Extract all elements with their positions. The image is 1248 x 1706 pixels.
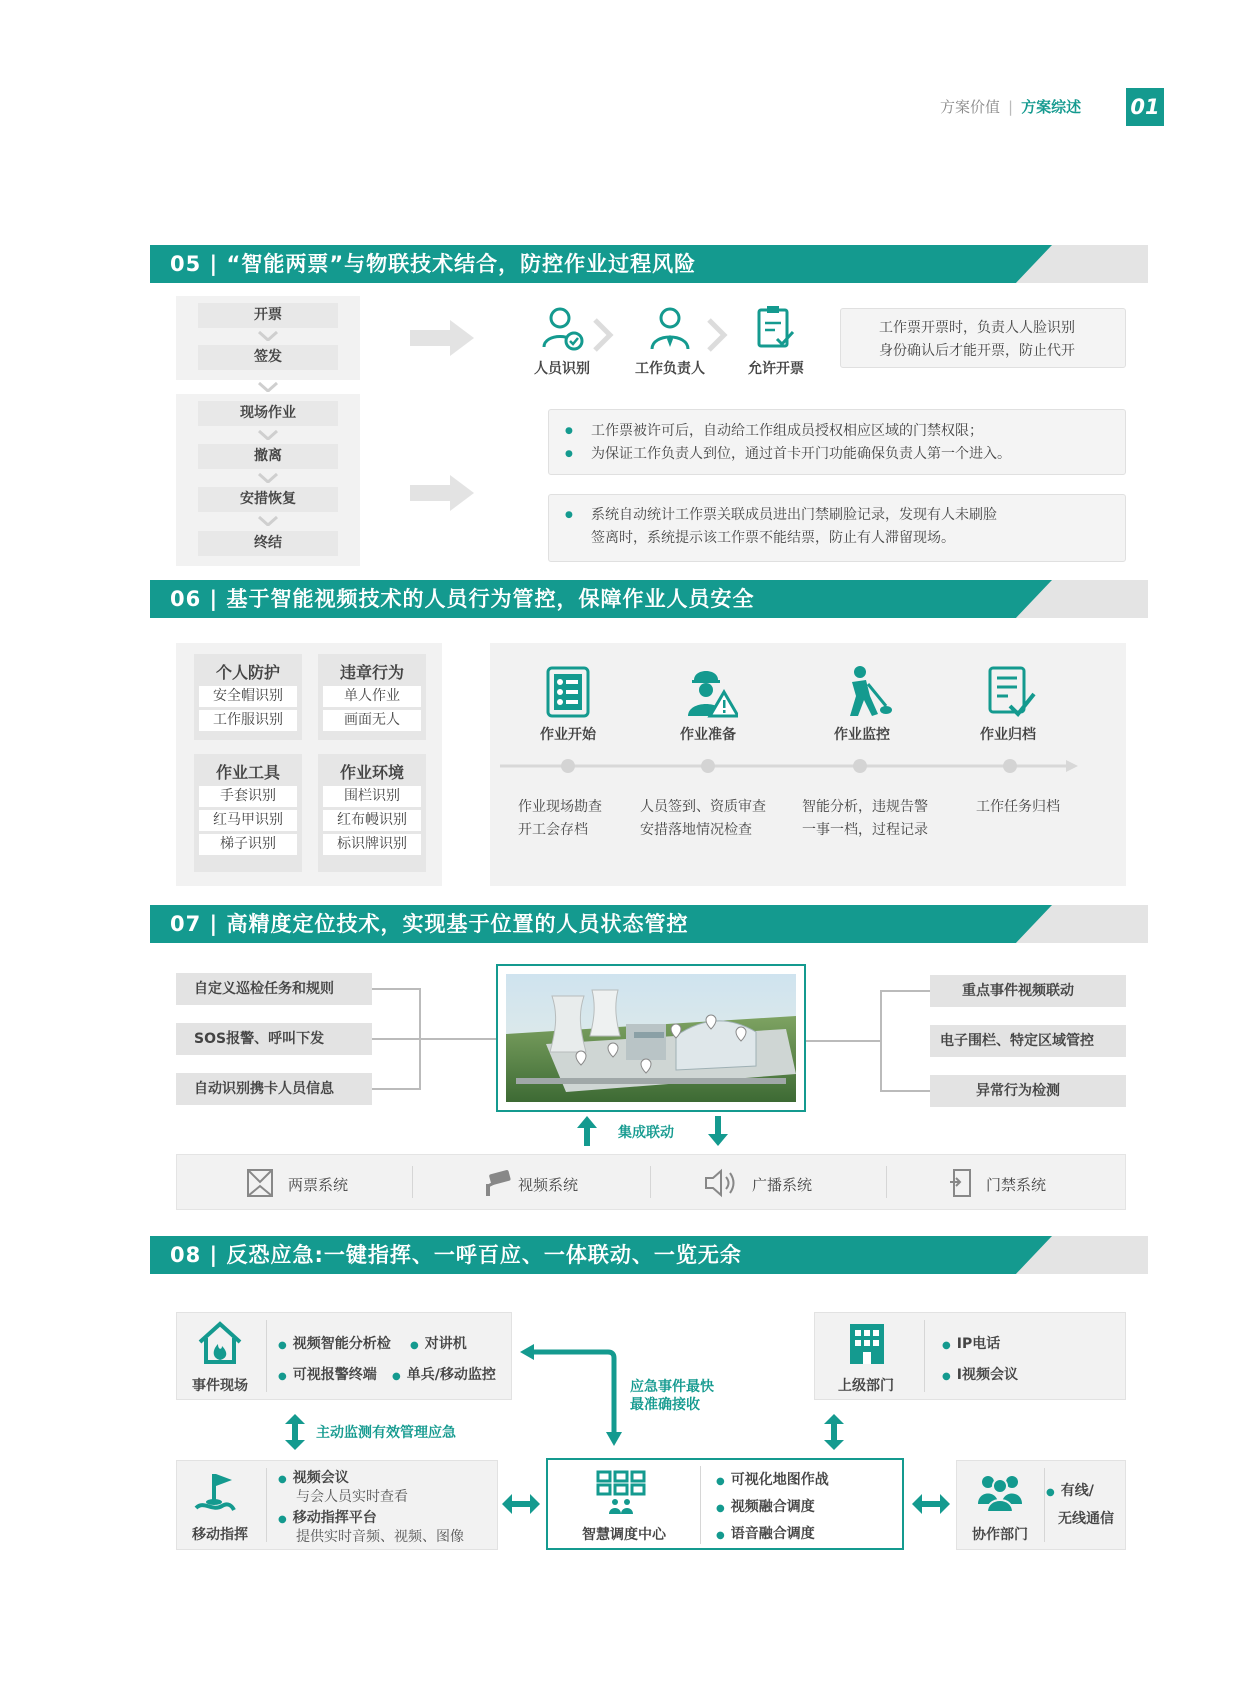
note-card-1 [840, 308, 1126, 368]
section-06-banner [150, 580, 1148, 618]
mobile-item: ● 视频会议 [278, 1470, 349, 1486]
note-line: 最准确接收 [630, 1397, 700, 1413]
step-xianchang: 现场作业 [198, 401, 338, 426]
mobile-item-desc: 提供实时音频、视频、图像 [296, 1529, 464, 1545]
flow-arrow-scene-to-center [520, 1342, 630, 1448]
double-arrow-vertical-icon [285, 1414, 305, 1450]
right-tag-video: 重点事件视频联动 [930, 975, 1126, 1007]
label-upper-dept: 上级部门 [838, 1378, 894, 1394]
note-card-3 [548, 494, 1126, 562]
mobile-item: ● 移动指挥平台 [278, 1510, 377, 1526]
tag: 工作服识别 [199, 710, 297, 731]
section-06-title: 06 | 基于智能视频技术的人员行为管控，保障作业人员安全 [170, 587, 755, 611]
dispatch-grid-icon [596, 1470, 646, 1516]
center-item: ● 可视化地图作战 [716, 1472, 829, 1488]
left-tag-sos: SOS报警、呼叫下发 [176, 1023, 372, 1055]
note-text: 签离时，系统提示该工作票不能结票，防止有人滞留现场。 [591, 530, 955, 546]
group-violation [318, 654, 426, 740]
system-tickets[interactable]: 两票系统 [288, 1176, 349, 1194]
power-plant-map-image [506, 974, 796, 1102]
note-line: 应急事件最快 [630, 1379, 714, 1395]
arrow-up-icon [577, 1116, 597, 1146]
system-video[interactable]: 视频系统 [518, 1176, 579, 1194]
group-personal [194, 654, 302, 740]
desc-line: 开工会存档 [518, 822, 588, 838]
group-tools [194, 754, 302, 872]
note-fast-receive [630, 1378, 714, 1414]
scene-item: ● 视频智能分析检 [278, 1336, 391, 1352]
stage-label-archive: 作业归档 [980, 727, 1036, 743]
archive-check-icon [986, 666, 1036, 718]
label-event-scene: 事件现场 [192, 1378, 248, 1394]
step-qianfa: 签发 [198, 345, 338, 370]
section-07-banner [150, 905, 1148, 943]
center-item: ● 视频融合调度 [716, 1499, 815, 1515]
chevron-down-icon [258, 516, 278, 526]
icon-label-renyuan: 人员识别 [534, 361, 590, 377]
person-check-icon [540, 305, 586, 351]
double-arrow-horizontal-icon [502, 1494, 540, 1514]
system-broadcast[interactable]: 广播系统 [752, 1176, 813, 1194]
tag: 红马甲识别 [199, 810, 297, 831]
desc-line: 工作任务归档 [976, 799, 1060, 815]
double-arrow-horizontal-icon [912, 1494, 950, 1514]
stage-desc [640, 796, 766, 842]
note-text: 工作票开票时，负责人人脸识别 [879, 320, 1075, 336]
camera-icon [482, 1168, 512, 1198]
scene-item: ● 可视报警终端 [278, 1367, 377, 1383]
right-tag-abnormal: 异常行为检测 [930, 1075, 1126, 1107]
tag: 梯子识别 [199, 834, 297, 855]
icon-label-yunxu: 允许开票 [748, 361, 804, 377]
link-label: 集成联动 [618, 1125, 674, 1141]
arrow-down-icon [708, 1116, 728, 1146]
nav-active[interactable]: 方案综述 [1021, 98, 1082, 116]
system-access[interactable]: 门禁系统 [986, 1176, 1047, 1194]
chevron-down-icon [258, 473, 278, 483]
coop-item: 无线通信 [1058, 1511, 1114, 1527]
group-title: 违章行为 [339, 663, 404, 682]
chevron-right-icon [592, 318, 614, 352]
tag: 安全帽识别 [199, 686, 297, 707]
desc-line: 安措落地情况检查 [640, 822, 752, 838]
flag-route-icon [192, 1470, 238, 1516]
scene-item: ● 对讲机 [410, 1336, 467, 1352]
plant-map-frame [496, 964, 806, 1112]
tag: 红布幔识别 [323, 810, 421, 831]
center-item: ● 语音融合调度 [716, 1526, 815, 1542]
door-icon [948, 1168, 974, 1198]
step-cheli: 撤离 [198, 444, 338, 469]
chevron-down-icon [258, 331, 278, 341]
stage-desc [976, 796, 1060, 819]
section-08-banner [150, 1236, 1148, 1274]
group-title: 作业工具 [215, 763, 280, 782]
stage-label-prepare: 作业准备 [680, 727, 736, 743]
section-05-title: 05 | “智能两票”与物联技术结合，防控作业过程风险 [170, 252, 697, 276]
tag: 手套识别 [199, 786, 297, 807]
house-fire-icon [196, 1320, 244, 1366]
label-mobile-command: 移动指挥 [192, 1527, 248, 1543]
double-arrow-vertical-icon [824, 1414, 844, 1450]
label-coop-dept: 协作部门 [972, 1527, 1028, 1543]
right-tag-fence: 电子围栏、特定区域管控 [930, 1025, 1126, 1057]
group-title: 个人防护 [215, 663, 280, 682]
stage-label-monitor: 作业监控 [834, 727, 890, 743]
group-environment [318, 754, 426, 872]
bullet-text: ● 系统自动统计工作票关联成员进出门禁刷脸记录，发现有人未刷脸 [559, 504, 1125, 527]
desc-line: 作业现场勘查 [518, 799, 602, 815]
tag: 单人作业 [323, 686, 421, 707]
building-icon [846, 1322, 888, 1366]
stage-desc [802, 796, 928, 842]
desc-line: 智能分析，违规告警 [802, 799, 928, 815]
arrow-right-icon [410, 320, 474, 356]
coop-item: ● 有线/ [1046, 1483, 1094, 1499]
label-dispatch-center: 智慧调度中心 [582, 1527, 666, 1543]
group-people-icon [976, 1472, 1024, 1512]
tag: 标识牌识别 [323, 834, 421, 855]
mobile-item-desc: 与会人员实时查看 [296, 1489, 408, 1505]
step-zhongjie: 终结 [198, 531, 338, 556]
worker-warning-icon [684, 664, 738, 718]
scene-item: ● 单兵/移动监控 [392, 1367, 496, 1383]
tag: 围栏识别 [323, 786, 421, 807]
section-07-title: 07 | 高精度定位技术，实现基于位置的人员状态管控 [170, 912, 689, 936]
nav-prev[interactable]: 方案价值 [940, 98, 1001, 116]
stage-label-start: 作业开始 [540, 727, 596, 743]
chevron-down-icon [258, 430, 278, 440]
document-list-icon [544, 666, 592, 718]
icon-label-fuzeren: 工作负责人 [635, 361, 705, 377]
section-05-banner [150, 245, 1148, 283]
left-tag-card: 自动识别携卡人员信息 [176, 1073, 372, 1105]
ticket-check-icon [755, 305, 797, 351]
note-text: 身份确认后才能开票，防止代开 [879, 343, 1075, 359]
manager-icon [648, 305, 692, 351]
two-tickets-icon [246, 1168, 274, 1198]
page-number: 01 [1126, 88, 1164, 126]
worker-digging-icon [838, 664, 892, 718]
group-title: 作业环境 [339, 763, 404, 782]
arrow-right-icon [410, 475, 474, 511]
chevron-down-icon [258, 382, 278, 392]
note-active-monitor: 主动监测有效管理应急 [316, 1425, 456, 1441]
speaker-icon [704, 1168, 738, 1198]
stage-desc [518, 796, 602, 842]
desc-line: 一事一档，过程记录 [802, 822, 928, 838]
desc-line: 人员签到、资质审查 [640, 799, 766, 815]
left-tag-patrol: 自定义巡检任务和规则 [176, 973, 372, 1005]
upper-item: ● I视频会议 [942, 1367, 1018, 1383]
tag: 画面无人 [323, 710, 421, 731]
step-anchuo: 安措恢复 [198, 487, 338, 512]
chevron-right-icon [706, 318, 728, 352]
timeline [500, 756, 1080, 776]
section-08-title: 08 | 反恐应急:一键指挥、一呼百应、一体联动、一览无余 [170, 1243, 742, 1267]
bullet-text: ● 为保证工作负责人到位，通过首卡开门功能确保负责人第一个进入。 [559, 443, 1125, 466]
step-kaipiao: 开票 [198, 303, 338, 328]
header-nav: 方案价值 | 方案综述 [940, 98, 1082, 116]
note-card-2 [548, 409, 1126, 475]
bullet-text: ● 工作票被许可后，自动给工作组成员授权相应区域的门禁权限； [559, 420, 1125, 443]
upper-item: ● IP电话 [942, 1336, 1001, 1352]
